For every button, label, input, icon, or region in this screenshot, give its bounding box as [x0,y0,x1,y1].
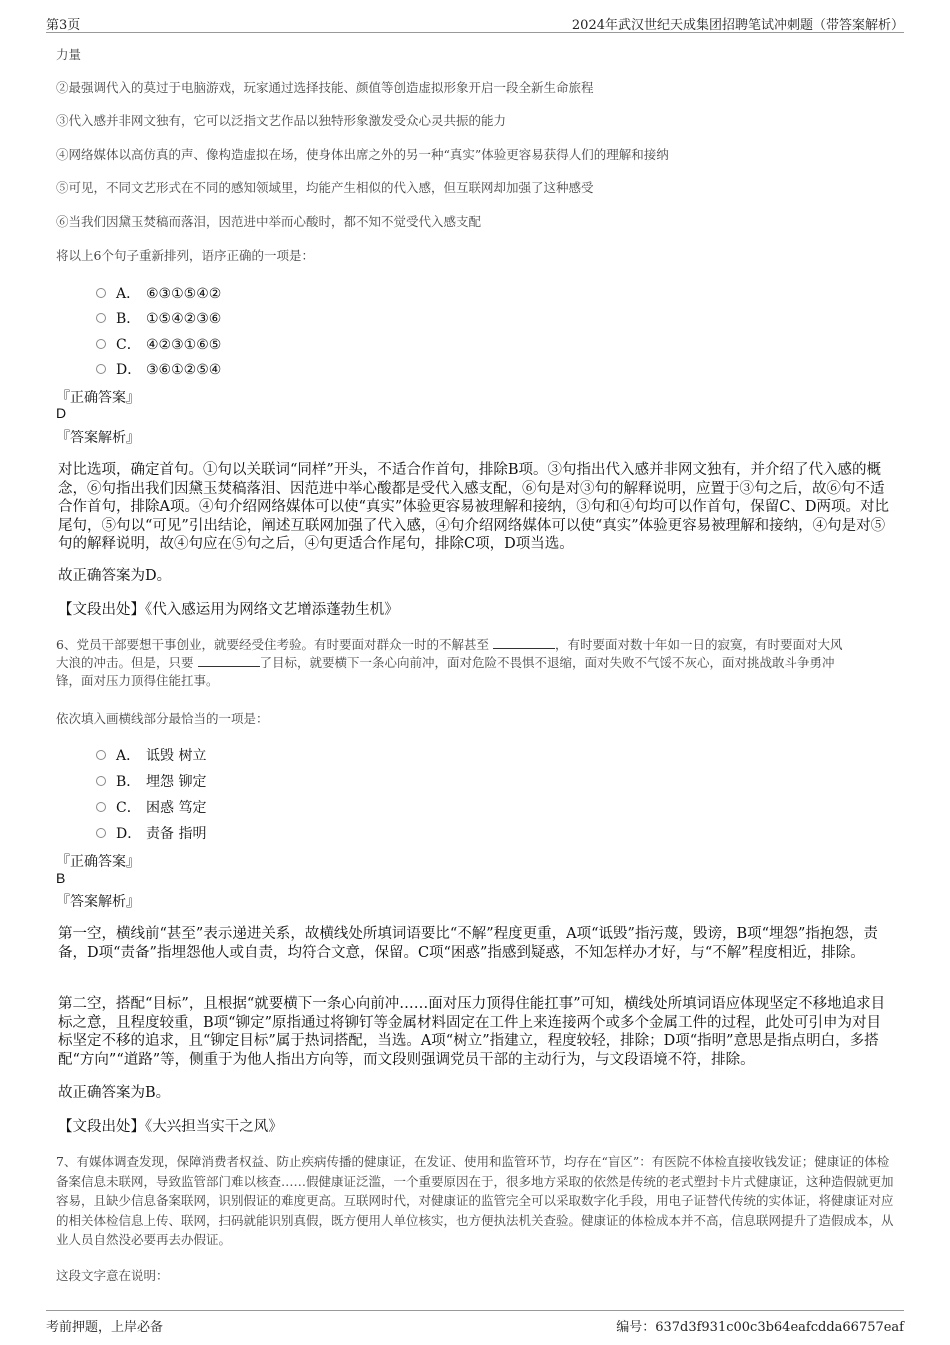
fill-blank-2[interactable] [198,654,260,667]
radio-icon[interactable] [96,288,106,298]
radio-icon[interactable] [96,364,106,374]
option-letter: C． [116,337,141,353]
q5-line-3: ③代入感并非网文独有，它可以泛指文艺作品以独特形象激发受众心灵共振的能力 [56,113,507,128]
q6-analysis-label: 『答案解析』 [56,894,140,910]
option-text: 困惑 笃定 [146,800,207,816]
q7-prompt: 这段文字意在说明： [56,1268,169,1283]
q6-analysis-2: 第二空，搭配“目标”，且根据“就要横下一条心向前冲……面对压力顶得住能扛事”可知，横线处所填词语应体现坚定不移地追求目标之意，且程度较重，B项“铆定”原指通过将铆钉等金属材料固定在工件上来连接两个或多个金属工件的过程，此处可引申为对目标坚定不移的追求，且“铆定目标”属于热词搭配，当选。A项“树立”指建立，程度较轻，排除；D项“指明”意思是指点明白，多搭配“方向”“道路”等，侧重于为他人指出方向等，而文段则强调党员干部的主动行为，与文段语境不符，排除。 [58,996,886,1068]
q6-conclusion: 故正确答案为B。 [58,1085,171,1101]
q6-source: 【文段出处】《大兴担当实干之风》 [58,1119,283,1135]
option-text: ①⑤④②③⑥ [146,311,222,327]
q5-option-a[interactable] [96,283,221,303]
q5-option-d[interactable] [96,359,221,379]
option-letter: A． [116,286,141,302]
q5-line-4: ④网络媒体以高仿真的声、像构造虚拟在场，使身体出席之外的另一种“真实”体验更容易获得人们的理解和接纳 [56,147,669,162]
q6-stem-part: ，有时要面对数十年如一日的寂寞，有时要面对大风 [554,637,843,652]
option-letter: B． [116,311,141,327]
page-header [46,10,904,33]
radio-icon[interactable] [96,828,106,838]
q7-stem: 7、有媒体调查发现，保障消费者权益、防止疾病传播的健康证，在发证、使用和监管环节，均存在“盲区”：有医院不体检直接收钱发证；健康证的体检备案信息未联网，导致监管部门难以核查……假健康证泛滥，一个重要原因在于，很多地方采取的依然是传统的老式塑封卡片式健康证，这种造假就更加容易，且缺少信息备案联网，识别假证的难度更高。互联网时代，对健康证的监管完全可以采取数字化手段，用电子证替代传统的实体证，将健康证对应的相关体检信息上传、联网，扫码就能识别真假，既方便用人单位核实，也方便执法机关查验。健康证的体检成本并不高，信息联网提升了造假成本，从业人员自然没必要再去办假证。 [56,1154,894,1247]
q6-stem-part: 了目标，就要横下一条心向前冲，面对危险不畏惧不退缩，面对失败不气馁不灰心，面对挑战敢斗争勇冲 [259,655,835,670]
option-letter: D． [116,362,142,378]
q5-answer-label: 『正确答案』 [56,390,140,406]
q6-answer-label: 『正确答案』 [56,854,140,870]
option-text: 责备 指明 [146,826,207,842]
q6-option-d[interactable] [96,823,206,843]
q6-stem-part: 6、党员干部要想干事创业，就要经受住考验。有时要面对群众一时的不解甚至 [56,637,489,652]
option-text: 诋毁 树立 [146,748,207,764]
radio-icon[interactable] [96,339,106,349]
document-id: 编号：637d3f931c00c3b64eafcdda66757eaf [616,1320,904,1335]
q6-stem-part: 大浪的冲击。但是，只要 [56,655,194,670]
page-number: 第3页 [46,18,81,33]
option-text: ④②③①⑥⑤ [146,337,222,353]
radio-icon[interactable] [96,802,106,812]
option-letter: B． [116,774,141,790]
q6-option-b[interactable] [96,771,206,791]
option-letter: C． [116,800,141,816]
q6-option-a[interactable] [96,745,206,765]
q5-option-b[interactable] [96,308,221,328]
page-footer [46,1310,904,1335]
q5-analysis: 对比选项，确定首句。①句以关联词“同样”开头，不适合作首句，排除B项。③句指出代入感并非网文独有，并介绍了代入感的概念，⑥句指出我们因黛玉焚稿落泪、因范进中举心酸都是受代入感支配，⑥句是对③句的解释说明，应置于③句之后，故⑥句不适合作首句，排除A项。④句介绍网络媒体可以使“真实”体验更容易被理解和接纳，③句和④句均可以作首句，保留C、D两项。对比尾句，⑤句以“可见”引出结论，阐述互联网加强了代入感，④句介绍网络媒体可以使“真实”体验更容易被理解和接纳，④句是对⑤句的解释说明，故④句应在⑤句之后，④句更适合作尾句，排除C项，D项当选。 [58,462,890,553]
radio-icon[interactable] [96,313,106,323]
q6-stem [56,636,896,690]
q5-line-5: ⑤可见，不同文艺形式在不同的感知领域里，均能产生相似的代入感，但互联网却加强了这种感受 [56,180,594,195]
document-title: 2024年武汉世纪天成集团招聘笔试冲刺题（带答案解析） [571,18,904,33]
q6-analysis-1: 第一空，横线前“甚至”表示递进关系，故横线处所填词语要比“不解”程度更重，A项“诋毁”指污蔑，毁谤，B项“埋怨”指抱怨，责备，D项“责备”指埋怨他人或自责，均符合文意，保留。C项“困惑”指感到疑惑，不知怎样办才好，与“不解”程度相近，排除。 [58,926,878,961]
q5-line-6: ⑥当我们因黛玉焚稿而落泪，因范进中举而心酸时，都不知不觉受代入感支配 [56,214,482,229]
q6-stem-part: 锋，面对压力顶得住能扛事。 [56,673,219,688]
q5-answer: D [56,405,67,421]
radio-icon[interactable] [96,750,106,760]
option-text: 埋怨 铆定 [146,774,207,790]
q5-line-1: 力量 [56,47,82,62]
footer-slogan: 考前押题，上岸必备 [46,1320,164,1335]
q5-option-c[interactable] [96,334,221,354]
fill-blank-1[interactable] [493,636,555,649]
q5-source: 【文段出处】《代入感运用为网络文艺增添蓬勃生机》 [58,602,399,618]
option-text: ③⑥①②⑤④ [146,362,222,378]
q5-conclusion: 故正确答案为D。 [58,568,172,584]
q5-line-2: ②最强调代入的莫过于电脑游戏，玩家通过选择技能、颜值等创造虚拟形象开启一段全新生命旅程 [56,80,594,95]
option-letter: A． [116,748,141,764]
q6-option-c[interactable] [96,797,206,817]
radio-icon[interactable] [96,776,106,786]
q5-analysis-label: 『答案解析』 [56,430,140,446]
q5-prompt: 将以上6个句子重新排列，语序正确的一项是： [56,248,314,263]
q6-prompt: 依次填入画横线部分最恰当的一项是： [56,711,269,726]
q6-answer: B [56,870,66,886]
option-letter: D． [116,826,142,842]
option-text: ⑥③①⑤④② [146,286,222,302]
